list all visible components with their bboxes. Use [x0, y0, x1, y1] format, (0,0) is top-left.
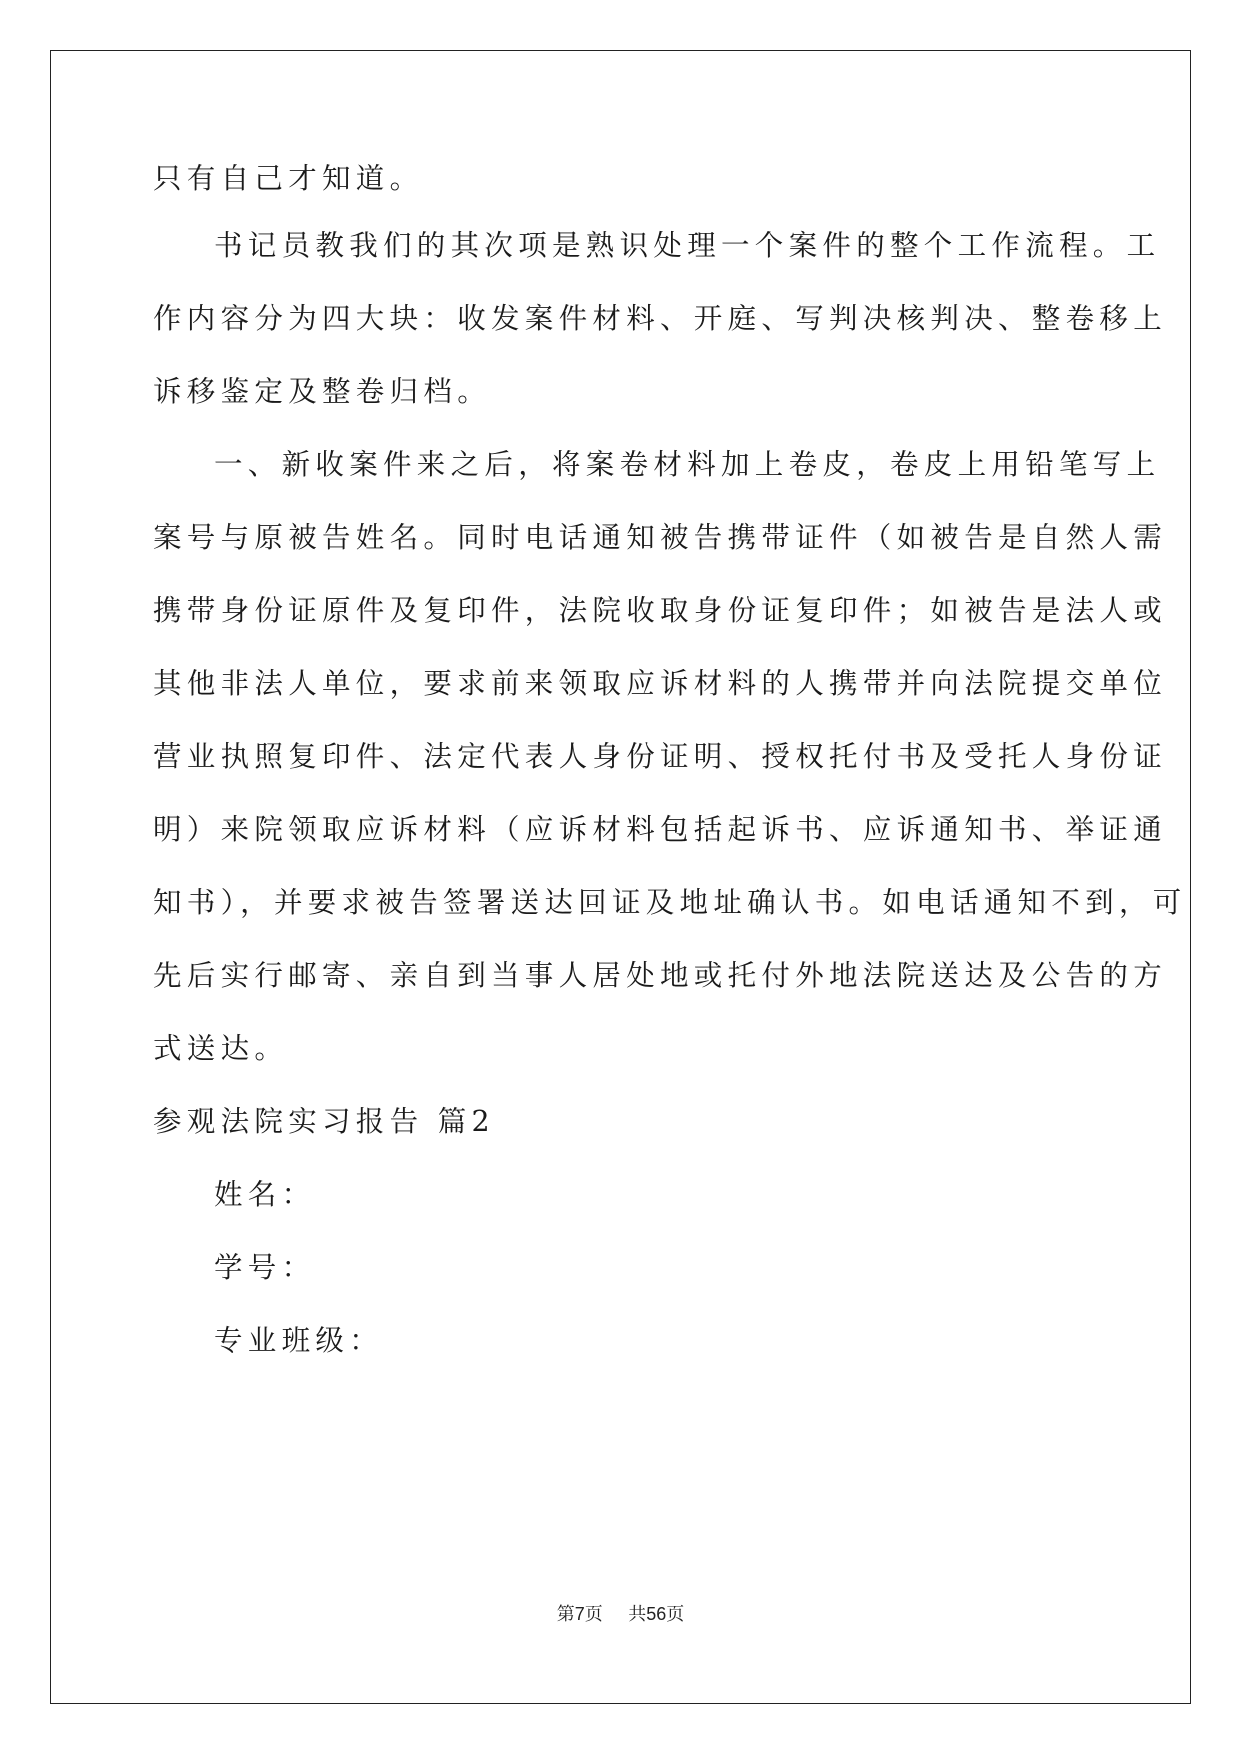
field-class-label: 专业班级：: [214, 1324, 384, 1357]
body-line-4: 诉移鉴定及整卷归档。: [153, 375, 492, 408]
footer-total-suffix: 页: [666, 1604, 685, 1625]
body-line-7: 携带身份证原件及复印件，法院收取身份证复印件；如被告是法人或: [153, 594, 1168, 627]
body-line-1: 只有自己才知道。: [153, 162, 424, 195]
field-name-label: 姓名：: [214, 1178, 316, 1211]
footer-page-number: 7: [574, 1604, 585, 1624]
body-line-11: 知书），并要求被告签署送达回证及地址确认书。如电话通知不到，可: [153, 886, 1187, 919]
footer-page-suffix: 页: [584, 1604, 603, 1625]
body-line-3: 作内容分为四大块：收发案件材料、开庭、写判决核判决、整卷移上: [153, 302, 1168, 335]
body-line-8: 其他非法人单位，要求前来领取应诉材料的人携带并向法院提交单位: [153, 667, 1168, 700]
footer-total-pages: 56: [646, 1604, 667, 1624]
page-footer: [0, 1602, 1241, 1627]
footer-prefix: 第: [556, 1604, 575, 1625]
body-line-10: 明）来院领取应诉材料（应诉材料包括起诉书、应诉通知书、举证通: [153, 813, 1168, 846]
field-student-id-label: 学号：: [214, 1251, 316, 1284]
section-heading: 参观法院实习报告 篇2: [153, 1105, 495, 1138]
body-line-13: 式送达。: [153, 1032, 289, 1065]
body-line-2: 书记员教我们的其次项是熟识处理一个案件的整个工作流程。工: [214, 229, 1161, 262]
body-line-9: 营业执照复印件、法定代表人身份证明、授权托付书及受托人身份证: [153, 740, 1168, 773]
footer-total-prefix: 共: [628, 1604, 647, 1625]
body-line-6: 案号与原被告姓名。同时电话通知被告携带证件（如被告是自然人需: [153, 521, 1168, 554]
body-line-12: 先后实行邮寄、亲自到当事人居处地或托付外地法院送达及公告的方: [153, 959, 1168, 992]
body-line-5: 一、新收案件来之后，将案卷材料加上卷皮，卷皮上用铅笔写上: [214, 448, 1161, 481]
